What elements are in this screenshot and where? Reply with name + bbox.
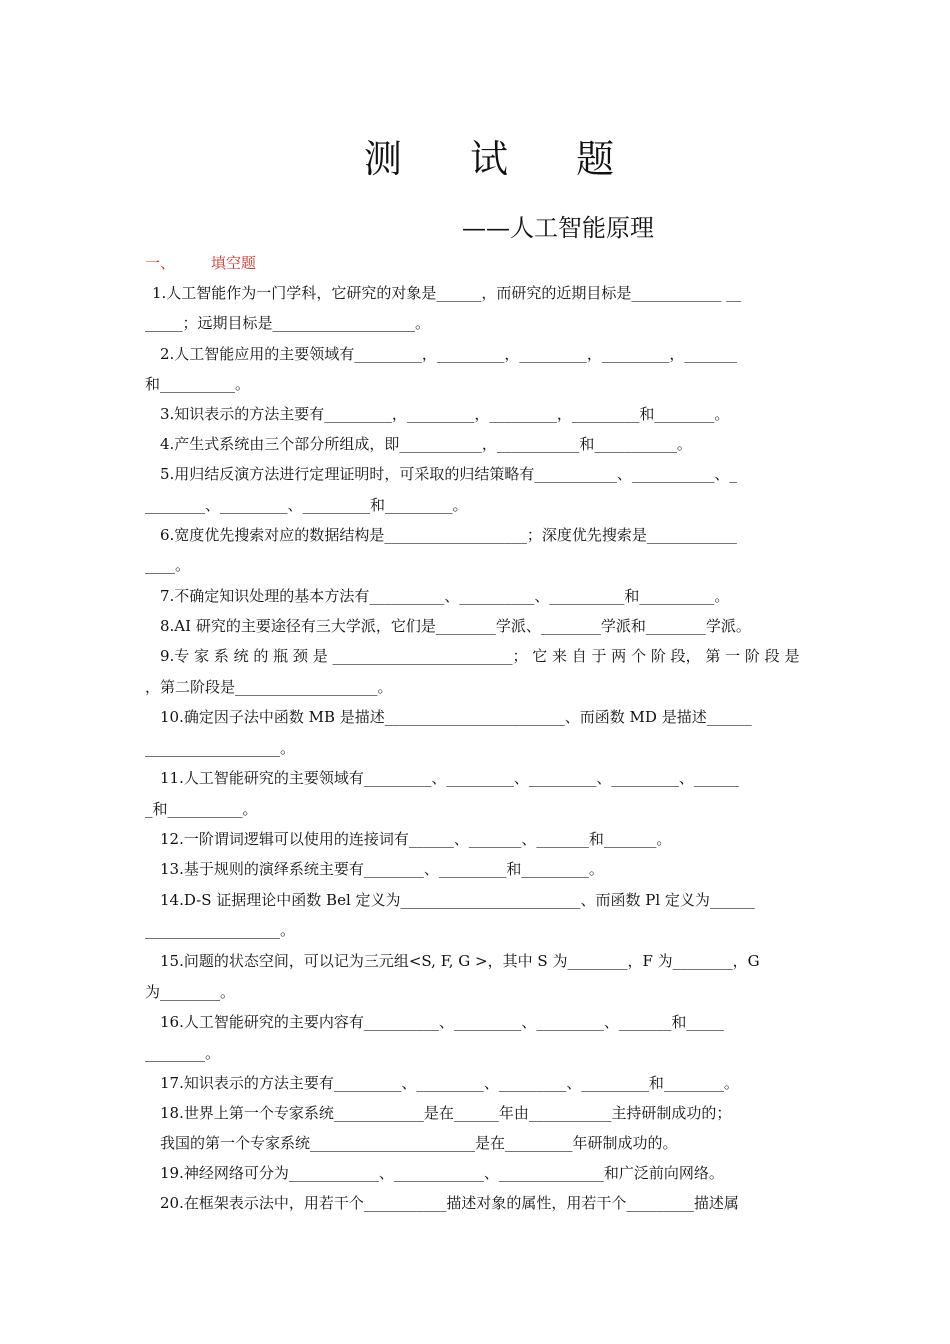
question-line: 12.一阶谓词逻辑可以使用的连接词有______、_______、_______和_______。 [160,830,672,848]
question-line: 20.在框架表示法中，用若干个___________描述对象的属性，用若干个_________描述属 [160,1194,739,1212]
question-line: 我国的第一个专家系统______________________是在_________年研制成功的。 [160,1134,678,1152]
question-line: __________________。 [145,739,296,757]
question-line: __________________。 [145,921,296,939]
question-line: 5.用归结反演方法进行定理证明时，可采取的归结策略有___________、___________、_ [160,465,737,483]
section-heading [145,252,256,273]
question-line: 10.确定因子法中函数 MB 是描述________________________、而函数 MD 是描述______ [160,708,752,726]
question-line: 13.基于规则的演绎系统主要有________、_________和_________。 [160,860,604,878]
page-title [0,128,950,183]
question-line: 和__________。 [145,375,251,393]
title-char: 测 [363,137,404,181]
question-line: 1.人工智能作为一门学科，它研究的对象是______，而研究的近期目标是____________ __ [152,284,742,302]
question-line: 7.不确定知识处理的基本方法有__________、__________、__________和__________。 [160,587,730,605]
question-line: ，第二阶段是___________________。 [145,678,393,696]
question-line: 为________。 [145,983,236,1001]
section-number: 一、 [145,254,176,272]
question-line: 8.AI 研究的主要途径有三大学派，它们是________学派、________学派和________学派。 [160,617,751,635]
question-line: 9.专 家 系 统 的 瓶 颈 是 ________________________； 它 来 自 于 两 个 阶 段， 第 一 阶 段 是 [160,647,800,665]
question-line: 6.宽度优先搜索对应的数据结构是___________________；深度优先搜索是____________ [160,526,737,544]
section-label: 填空题 [211,254,257,272]
title-char: 题 [576,137,617,181]
question-line: 15.问题的状态空间，可以记为三元组<S, F, G >，其中 S 为________，F 为________，G [160,952,760,970]
question-line: 3.知识表示的方法主要有_________，_________，_________，_________和________。 [160,405,730,423]
question-line: ________、_________、_________和_________。 [145,496,468,514]
question-line: _____；远期目标是___________________。 [145,314,431,332]
question-line: _和__________。 [145,800,258,818]
title-char: 试 [469,137,510,181]
question-line: 4.产生式系统由三个部分所组成，即___________，___________和___________。 [160,435,692,453]
question-line: ____。 [145,556,191,574]
question-line: 19.神经网络可分为____________、____________、______________和广泛前向网络。 [160,1164,724,1182]
question-line: 16.人工智能研究的主要内容有__________、_________、_________、_______和_____ [160,1013,724,1031]
subtitle: ——人工智能原理 [462,214,654,242]
question-line: 2.人工智能应用的主要领域有_________，_________，_________，_________，_______ [160,345,737,363]
question-line: 17.知识表示的方法主要有_________、_________、_________、_________和________。 [160,1074,739,1092]
question-line: ________。 [145,1044,221,1062]
question-line: 11.人工智能研究的主要领域有_________、_________、_________、_________、______ [160,769,739,787]
question-line: 18.世界上第一个专家系统____________是在______年由___________主持研制成功的； [160,1104,732,1122]
question-line: 14.D-S 证据理论中函数 Bel 定义为________________________、而函数 Pl 定义为______ [160,891,755,909]
